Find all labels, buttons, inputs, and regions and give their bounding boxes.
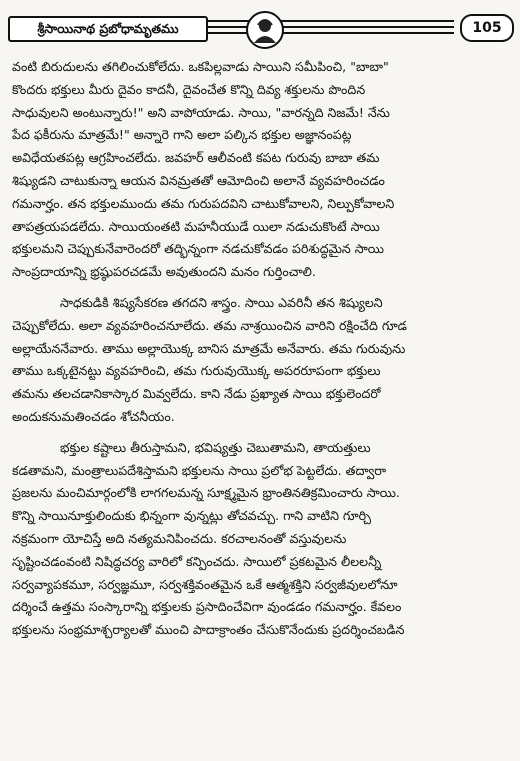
paragraph bbox=[12, 437, 508, 642]
text-line: తమను తలచడానికాస్కార మివ్వలేదు. కాని నేడు ప్రఖ్యాత సాయి భక్తులెందరో bbox=[12, 386, 381, 402]
page-header bbox=[4, 14, 516, 48]
text-line: చెప్పుకోలేదు. అలా వ్యవహరించనూలేదు. తమ నాశ్రయించిన వారిని రక్షించేది గూడ bbox=[12, 317, 407, 333]
running-title: శ్రీసాయినాథ ప్రబోధామృతము bbox=[8, 16, 208, 42]
text-line: నక్రమంగా యోచిస్తే అది నత్యమనిపించదు. కరచాలనంతో వస్తువులను bbox=[12, 530, 347, 546]
page-body-text bbox=[12, 56, 508, 756]
text-line: కొన్ని సాయినూక్తులిందుకు భిన్నంగా వున్నట్లు తోచవచ్చు. గాని వాటిని గూర్చి bbox=[12, 508, 371, 524]
text-line: కొందరు భక్తులు మీరు దైవం కాదనీ, దైవంచేత కొన్ని దివ్య శక్తులను పొందిన bbox=[12, 81, 366, 97]
text-line: వంటి బిరుదులను తగిలించుకోలేదు. ఒకపిల్లవాడు సాయిని సమీపించి, "బాబా" bbox=[12, 59, 389, 74]
paragraph-gap bbox=[12, 429, 508, 437]
text-line: అల్లాయేననేవారు. తాము అల్లాయొక్క బానిస మాత్రమే అనేవారు. తమ గురువును bbox=[12, 340, 406, 356]
text-line: దర్శించే ఉత్తమ సంస్కారాన్ని భక్తులకు ప్రసాదించేవిగా వుండడం గమనార్హం. కేవలం bbox=[12, 599, 402, 615]
text-line: ప్రజలను మంచిమార్గంలోకి లాగగలమన్న సూక్ష్మమైన భ్రాంతినతిక్రమించారు సాయి. bbox=[12, 485, 400, 501]
page-number: 105 bbox=[460, 14, 514, 42]
header-rule bbox=[208, 20, 454, 22]
saint-portrait-icon-graphic bbox=[248, 13, 282, 47]
text-line: పేద ఫకీరును మాత్రమే!" అన్నారె గాని అలా పల్కిన భక్తుల అజ్ఞానంపట్ల bbox=[12, 127, 352, 143]
text-line: సాధువులని అంటున్నారు!" అని వాపోయాడు. సాయి, "వారన్నది నిజమే! నేను bbox=[12, 104, 390, 120]
text-line: సాంప్రదాయాన్ని భ్రష్ఠుపరచడమే అవుతుందని మనం గుర్తించాలి. bbox=[12, 264, 316, 280]
text-line: సాధకుడికి శిష్యసేకరణ తగదని శాస్త్రం. సాయి ఎవరినీ తన శిష్యులని bbox=[60, 294, 383, 310]
text-line: సర్వవ్యాపకమూ, సర్వజ్ఞమూ, సర్వశక్తివంతమైన ఒకే ఆత్మశక్తిని సర్వజీవులలోనూ bbox=[12, 576, 398, 592]
text-line: కడతామని, మంత్రాలుపదేశిస్తామని భక్తులను సాయి ప్రలోభ పెట్టలేదు. తద్వారా bbox=[12, 462, 387, 478]
header-rule bbox=[208, 32, 454, 34]
text-line: తాము ఒక్కటైనట్టు వ్యవహరించి, తమ గురువుయొక్క అపరరూపంగా భక్తులు bbox=[12, 363, 381, 379]
text-line: సృష్టించడంవంటి నిషిద్ధచర్య వారిలో కన్పించదు. సాయిలో ప్రకటమైన లీలలన్నీ bbox=[12, 553, 382, 569]
paragraph-gap bbox=[12, 284, 508, 292]
text-line: భక్తులను సంభ్రమాశ్చర్యాలతో ముంచి పాదాక్రాంతం చేసుకొనేందుకు ప్రదర్శించబడిన bbox=[12, 622, 405, 638]
text-line: అవిధేయతపట్ల ఆగ్రహించలేదు. జవహర్ ఆలీవంటి కపట గురువు బాబా తమ bbox=[12, 150, 380, 166]
text-line: అందుకనుమతించడం శోచనీయం. bbox=[12, 408, 175, 424]
paragraph bbox=[12, 292, 508, 429]
text-line: గమనార్హం. తన భక్తులముందు తమ గురుపదవిని చాటుకోవాలని, నిల్పుకోవాలని bbox=[12, 195, 395, 211]
paragraph bbox=[12, 56, 508, 284]
text-line: భక్తులమని చెప్పుకునేవారెందరో తద్భిన్నంగా నడచుకోవడం పరిశుద్ధమైన సాయి bbox=[12, 241, 384, 257]
text-line: తాపత్రయపడలేదు. సాయియంతటి మహనీయుడే యిలా నడుచుకొంటే సాయి bbox=[12, 218, 380, 234]
text-line: భక్తుల కష్టాలు తీరుస్తామని, భవిష్యత్తు చెబుతామని, తాయత్తులు bbox=[60, 439, 371, 455]
text-line: శిష్యుడని చాటుకున్నా ఆయన వినమ్రతతో ఆమోదించి అలానే వ్యవహరించడం bbox=[12, 172, 385, 188]
saint-portrait-icon bbox=[246, 11, 284, 49]
header-rule bbox=[208, 26, 454, 28]
